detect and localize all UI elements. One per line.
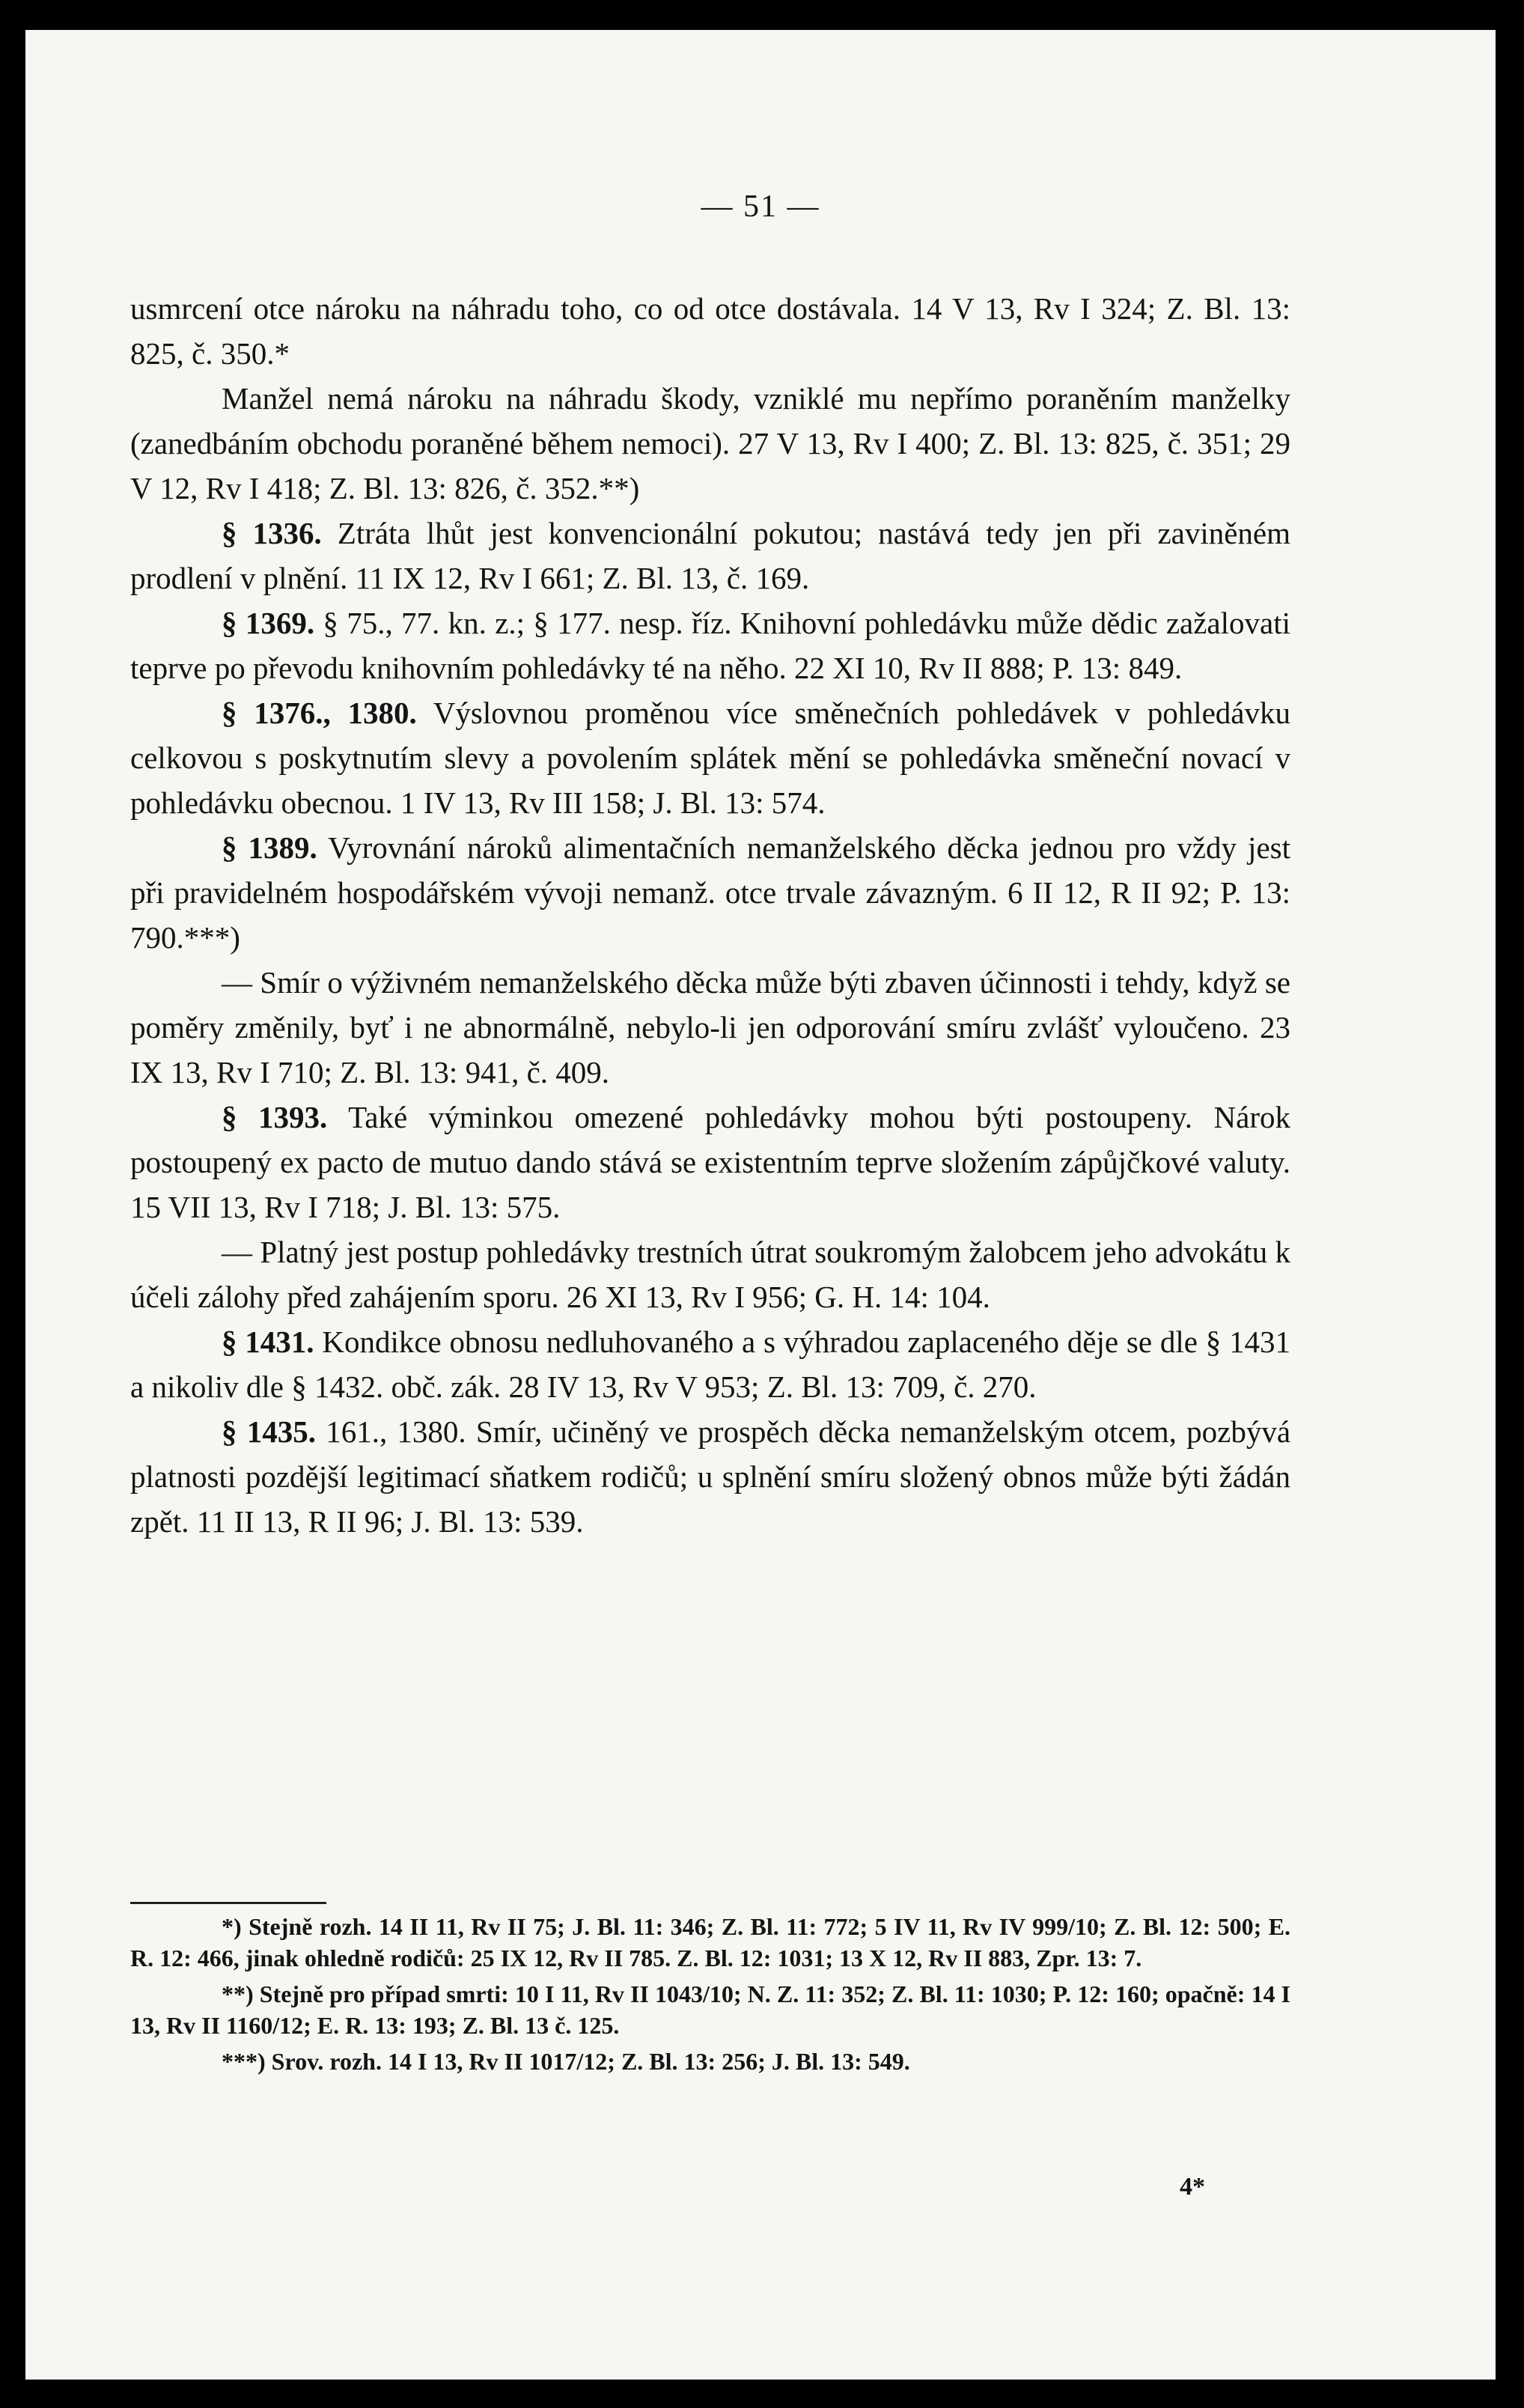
footnote-divider	[130, 1902, 326, 1904]
paragraph	[130, 286, 1290, 376]
paragraph-text: Výslovnou proměnou více směnečních pohledávek v pohledávku celkovou s poskytnutím slevy a povolením splátek mění se pohledávka směneční novací v pohledávku obecnou. 1 IV 13, Rv III 158; J. Bl. 13: 574.	[130, 696, 1291, 820]
paragraph-text: Také výminkou omezené pohledávky mohou býti postoupeny. Nárok postoupený ex pacto de mutuo dando stává se existentním teprve složením zápůjčkové valuty. 15 VII 13, Rv I 718; J. Bl. 13: 575.	[130, 1100, 1291, 1224]
section-marker: § 1389.	[222, 830, 317, 865]
paragraph-text: — Smír o výživném nemanželského děcka může býti zbaven účinnosti i tehdy, když se poměry změnily, byť i ne abnormálně, nebylo-li jen odporování smíru zvlášť vyloučeno. 23 IX 13, Rv I 710; Z. Bl. 13: 941, č. 409.	[130, 965, 1290, 1089]
paragraph	[130, 1409, 1290, 1544]
section-marker: § 1393.	[222, 1100, 328, 1134]
paragraph	[130, 511, 1290, 601]
paragraph	[130, 376, 1290, 511]
section-marker: § 1336.	[222, 516, 322, 550]
section-marker: § 1435.	[222, 1414, 316, 1449]
paragraph	[130, 1319, 1290, 1409]
section-marker: § 1369.	[222, 606, 315, 640]
paragraph	[130, 1095, 1290, 1229]
footnote: *) Stejně rozh. 14 II 11, Rv II 75; J. Bl. 11: 346; Z. Bl. 11: 772; 5 IV 11, Rv IV 999/10; Z. Bl. 12: 500; E. R. 12: 466, jinak ohledně rodičů: 25 IX 12, Rv II 785. Z. Bl. 12: 1031; 13 X 12, Rv II 883, Zpr. 13: 7.	[130, 1913, 1290, 1971]
paragraph-text: 161., 1380. Smír, učiněný ve prospěch děcka nemanželským otcem, pozbývá platnosti pozdější legitimací sňatkem rodičů; u splnění smíru složený obnos může býti žádán zpět. 11 II 13, R II 96; J. Bl. 13: 539.	[130, 1414, 1291, 1539]
paragraph-text: Vyrovnání nároků alimentačních nemanželského děcka jednou pro vždy jest při pravidelném hospodářském vývoji nemanž. otce trvale závazným. 6 II 12, R II 92; P. 13: 790.***)	[130, 830, 1290, 955]
section-marker: § 1376., 1380.	[222, 696, 417, 730]
main-text	[130, 286, 1290, 1544]
footnote: ***) Srov. rozh. 14 I 13, Rv II 1017/12; Z. Bl. 13: 256; J. Bl. 13: 549.	[222, 2048, 910, 2075]
paragraph	[130, 601, 1290, 690]
paragraph-text: Ztráta lhůt jest konvencionální pokutou; nastává tedy jen při zaviněném prodlení v plnění. 11 IX 12, Rv I 661; Z. Bl. 13, č. 169.	[130, 516, 1291, 595]
footnote: **) Stejně pro případ smrti: 10 I 11, Rv II 1043/10; N. Z. 11: 352; Z. Bl. 11: 1030; P. 12: 160; opačně: 14 I 13, Rv II 1160/12; E. R. 13: 193; Z. Bl. 13 č. 125.	[130, 1980, 1290, 2039]
footnotes	[130, 1911, 1290, 2082]
paragraph-text: — Platný jest postup pohledávky trestních útrat soukromým žalobcem jeho advokátu k účeli zálohy před zahájením sporu. 26 XI 13, Rv I 956; G. H. 14: 104.	[130, 1235, 1290, 1314]
book-page	[25, 30, 1496, 2380]
signature-mark: 4*	[1180, 2173, 1205, 2201]
paragraph-text: usmrcení otce nároku na náhradu toho, co od otce dostávala. 14 V 13, Rv I 324; Z. Bl. 13: 825, č. 350.*	[130, 291, 1290, 371]
paragraph-text: § 75., 77. kn. z.; § 177. nesp. říz. Knihovní pohledávku může dědic zažalovati teprve po převodu knihovním pohledávky té na něho. 22 XI 10, Rv II 888; P. 13: 849.	[130, 606, 1291, 685]
paragraph	[130, 1229, 1290, 1319]
paragraph	[130, 690, 1290, 825]
paragraph-text: Manžel nemá nároku na náhradu škody, vzniklé mu nepřímo poraněním manželky (zanedbáním obchodu poraněné během nemoci). 27 V 13, Rv I 400; Z. Bl. 13: 825, č. 351; 29 V 12, Rv I 418; Z. Bl. 13: 826, č. 352.**)	[130, 381, 1290, 505]
paragraph	[130, 960, 1290, 1095]
paragraph	[130, 825, 1290, 960]
section-marker: § 1431.	[222, 1325, 314, 1359]
page-number: — 51 —	[701, 189, 820, 224]
paragraph-text: Kondikce obnosu nedluhovaného a s výhradou zaplaceného děje se dle § 1431 a nikoliv dle § 1432. obč. zák. 28 IV 13, Rv V 953; Z. Bl. 13: 709, č. 270.	[130, 1325, 1291, 1404]
